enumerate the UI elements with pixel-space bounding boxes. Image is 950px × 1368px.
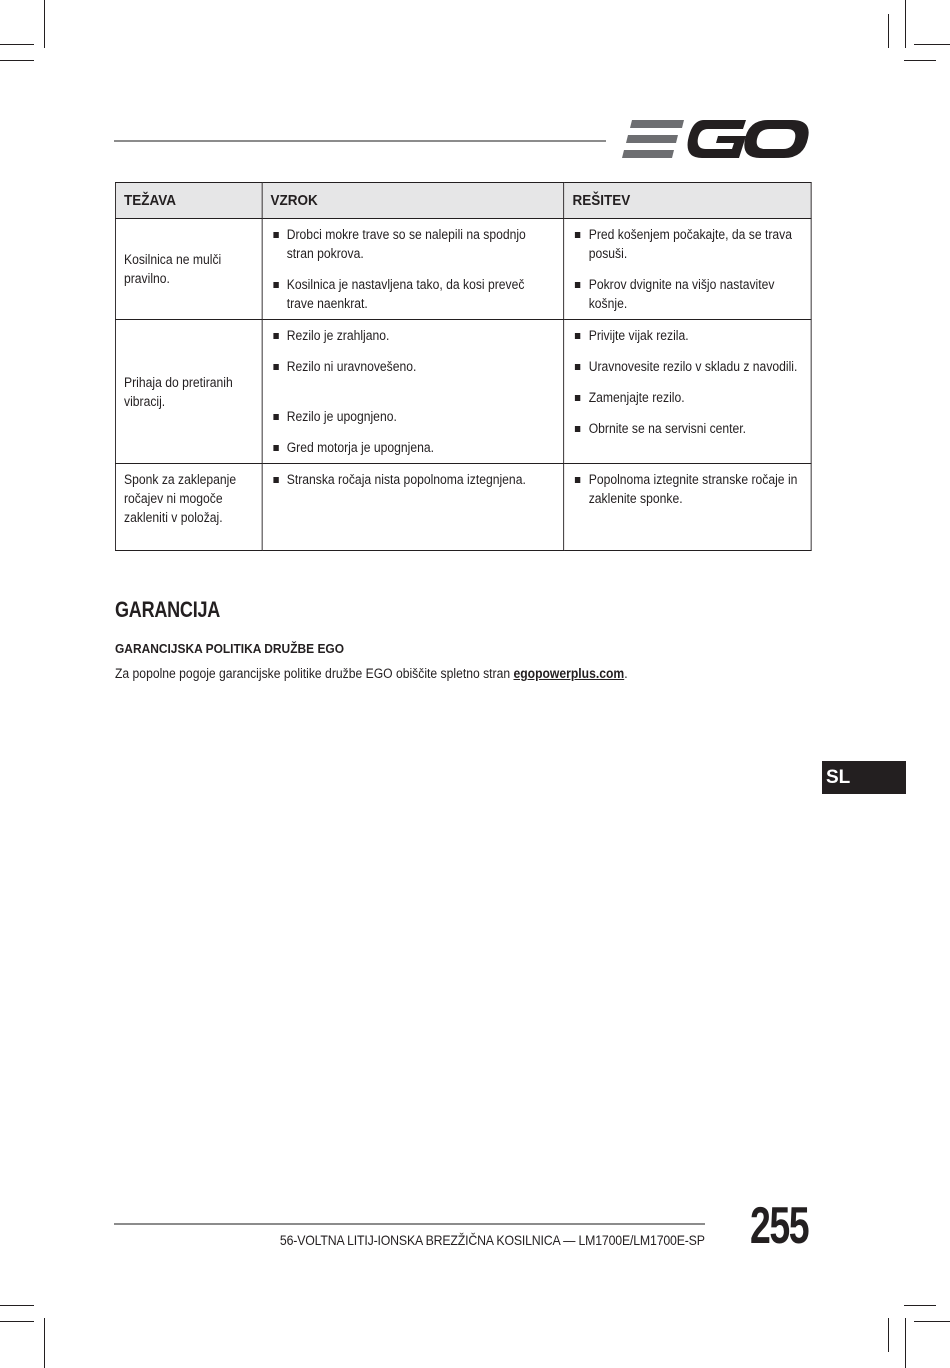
column-header-cause: VZROK (262, 183, 564, 219)
table-header-row (115, 183, 811, 219)
warranty-text: Za popolne pogoje garancijske politike družbe EGO obiščite spletno stran (115, 666, 514, 681)
crop-mark (0, 60, 34, 61)
solution-item: Uravnovesite rezilo v skladu z navodili. (575, 357, 801, 376)
problem-cell: Kosilnica ne mulči pravilno. (115, 219, 262, 320)
section-title-warranty: GARANCIJA (115, 597, 221, 622)
cause-item: Rezilo je zrahljano. (273, 326, 554, 345)
troubleshooting-table (115, 182, 812, 551)
crop-mark (904, 60, 936, 61)
solution-cell (564, 464, 811, 551)
crop-mark (914, 1321, 950, 1322)
section-subtitle-warranty-policy: GARANCIJSKA POLITIKA DRUŽBE EGO (115, 641, 345, 656)
solution-item: Privijte vijak rezila. (575, 326, 801, 345)
footer-rule (114, 1223, 705, 1225)
cause-item: Gred motorja je upognjena. (273, 438, 554, 457)
warranty-paragraph (115, 666, 628, 681)
ego-logo (622, 118, 810, 162)
solution-item: Zamenjajte rezilo. (575, 388, 801, 407)
crop-mark (888, 1318, 889, 1352)
problem-cell: Prihaja do pretiranih vibracij. (115, 320, 262, 464)
cause-item: Kosilnica je nastavljena tako, da kosi preveč trave naenkrat. (273, 275, 554, 313)
crop-mark (44, 1318, 45, 1368)
cause-item: Stranska ročaja nista popolnoma iztegnjena. (273, 470, 554, 489)
crop-mark (904, 1305, 936, 1306)
crop-mark (44, 0, 45, 48)
problem-cell: Sponk za zaklepanje ročajev ni mogoče zakleniti v položaj. (115, 464, 262, 551)
header-rule (114, 140, 606, 142)
cause-cell (262, 464, 564, 551)
warranty-link[interactable]: egopowerplus.com (513, 666, 625, 681)
table-row (115, 320, 811, 464)
column-header-problem: TEŽAVA (115, 183, 262, 219)
crop-mark (905, 1318, 906, 1368)
solution-item: Obrnite se na servisni center. (575, 419, 801, 438)
solution-cell (564, 219, 811, 320)
crop-mark (0, 1321, 34, 1322)
crop-mark (0, 1305, 34, 1306)
solution-cell (564, 320, 811, 464)
table-row (115, 464, 811, 551)
cause-item: Drobci mokre trave so se nalepili na spodnjo stran pokrova. (273, 225, 554, 263)
crop-mark (914, 44, 950, 45)
cause-cell (262, 219, 564, 320)
cause-item: Rezilo je upognjeno. (273, 407, 554, 426)
footer-product-title: 56-VOLTNA LITIJ-IONSKA BREZŽIČNA KOSILNICA — LM1700E/LM1700E-SP (280, 1232, 705, 1248)
solution-item: Popolnoma iztegnite stranske ročaje in zaklenite sponke. (575, 470, 801, 508)
table-row (115, 219, 811, 320)
crop-mark (888, 14, 889, 48)
solution-item: Pred košenjem počakajte, da se trava posuši. (575, 225, 801, 263)
crop-mark (905, 0, 906, 48)
column-header-solution: REŠITEV (564, 183, 811, 219)
language-tab: SL (822, 761, 906, 794)
cause-item: Rezilo ni uravnovešeno. (273, 357, 554, 376)
crop-mark (0, 44, 34, 45)
warranty-text-end: . (624, 666, 628, 681)
solution-item: Pokrov dvignite na višjo nastavitev košnje. (575, 275, 801, 313)
cause-cell (262, 320, 564, 464)
page-number: 255 (750, 1197, 809, 1255)
